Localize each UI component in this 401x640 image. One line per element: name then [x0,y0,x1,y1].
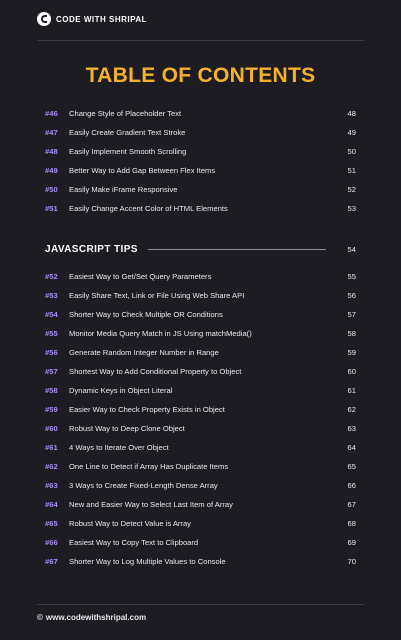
toc-list-javascript [45,267,356,571]
toc-entry[interactable] [45,400,356,419]
entry-number: #64 [45,500,58,509]
entry-page-number: 51 [347,166,356,175]
toc-entry[interactable] [45,161,356,180]
toc-entry[interactable] [45,381,356,400]
entry-number: #57 [45,367,58,376]
toc-entry[interactable] [45,343,356,362]
entry-title: Easier Way to Check Property Exists in Object [69,405,225,414]
toc-entry[interactable] [45,495,356,514]
entry-number: #58 [45,386,58,395]
toc-entry[interactable] [45,514,356,533]
section-title: JAVASCRIPT TIPS [45,243,138,255]
toc-entry[interactable] [45,362,356,381]
toc-list-css [45,104,356,218]
entry-number: #66 [45,538,58,547]
toc-entry[interactable] [45,552,356,571]
toc-entry[interactable] [45,123,356,142]
entry-page-number: 68 [347,519,356,528]
toc-entry[interactable] [45,457,356,476]
entry-page-number: 66 [347,481,356,490]
entry-title: Shortest Way to Add Conditional Property to Object [69,367,242,376]
toc-entry[interactable] [45,180,356,199]
toc-entry[interactable] [45,267,356,286]
entry-title: Easily Change Accent Color of HTML Elements [69,204,228,213]
entry-number: #52 [45,272,58,281]
page-header [0,0,401,42]
entry-number: #54 [45,310,58,319]
footer-divider [37,604,364,605]
toc-entry[interactable] [45,419,356,438]
toc-entry[interactable] [45,324,356,343]
entry-page-number: 56 [347,291,356,300]
entry-page-number: 67 [347,500,356,509]
entry-number: #48 [45,147,58,156]
entry-number: #60 [45,424,58,433]
entry-page-number: 60 [347,367,356,376]
entry-page-number: 53 [347,204,356,213]
entry-number: #67 [45,557,58,566]
section-heading-javascript-tips [45,240,356,258]
entry-number: #49 [45,166,58,175]
entry-page-number: 48 [347,109,356,118]
entry-title: Robust Way to Detect Value is Array [69,519,191,528]
entry-number: #65 [45,519,58,528]
entry-page-number: 62 [347,405,356,414]
entry-title: Generate Random Integer Number in Range [69,348,219,357]
toc-entry[interactable] [45,199,356,218]
entry-title: Easily Implement Smooth Scrolling [69,147,187,156]
page-footer [37,613,146,622]
entry-page-number: 65 [347,462,356,471]
section-page-number: 54 [347,244,356,254]
entry-title: Monitor Media Query Match in JS Using matchMedia() [69,329,252,338]
brand-logo[interactable] [37,12,147,26]
entry-title: Better Way to Add Gap Between Flex Items [69,166,216,175]
website-link[interactable]: www.codewithshripal.com [45,613,147,622]
entry-number: #51 [45,204,58,213]
entry-title: Dynamic Keys in Object Literal [69,386,173,395]
entry-title: Easily Make iFrame Responsive [69,185,178,194]
section-divider [148,249,326,250]
entry-title: Shorter Way to Check Multiple OR Conditions [69,310,223,319]
toc-entry[interactable] [45,438,356,457]
entry-title: Shorter Way to Log Multiple Values to Console [69,557,226,566]
toc-entry[interactable] [45,305,356,324]
entry-page-number: 63 [347,424,356,433]
entry-page-number: 55 [347,272,356,281]
entry-page-number: 61 [347,386,356,395]
entry-page-number: 50 [347,147,356,156]
entry-title: One Line to Detect if Array Has Duplicate Items [69,462,229,471]
toc-entry[interactable] [45,533,356,552]
entry-number: #46 [45,109,58,118]
entry-number: #53 [45,291,58,300]
entry-number: #55 [45,329,58,338]
entry-number: #61 [45,443,58,452]
entry-title: Easiest Way to Get/Set Query Parameters [69,272,212,281]
entry-title: 3 Ways to Create Fixed-Length Dense Array [69,481,218,490]
entry-page-number: 70 [347,557,356,566]
entry-number: #47 [45,128,58,137]
entry-number: #59 [45,405,58,414]
entry-title: New and Easier Way to Select Last Item of Array [69,500,233,509]
entry-page-number: 69 [347,538,356,547]
entry-number: #56 [45,348,58,357]
entry-page-number: 58 [347,329,356,338]
toc-entry[interactable] [45,286,356,305]
entry-page-number: 59 [347,348,356,357]
header-divider [37,40,364,41]
entry-title: Easiest Way to Copy Text to Clipboard [69,538,199,547]
copyright-icon: © [37,613,43,622]
entry-page-number: 52 [347,185,356,194]
entry-page-number: 57 [347,310,356,319]
brand-name: CODE WITH SHRIPAL [56,14,148,24]
entry-page-number: 64 [347,443,356,452]
entry-number: #62 [45,462,58,471]
entry-title: 4 Ways to Iterate Over Object [69,443,169,452]
entry-title: Easily Create Gradient Text Stroke [69,128,186,137]
entry-title: Change Style of Placeholder Text [69,109,182,118]
toc-entry[interactable] [45,476,356,495]
entry-number: #63 [45,481,58,490]
entry-title: Robust Way to Deep Clone Object [69,424,185,433]
cws-logo-icon [37,12,51,26]
entry-number: #50 [45,185,58,194]
entry-page-number: 49 [347,128,356,137]
toc-entry[interactable] [45,142,356,161]
entry-title: Easily Share Text, Link or File Using Web Share API [69,291,245,300]
page-title: TABLE OF CONTENTS [85,64,316,87]
toc-entry[interactable] [45,104,356,123]
